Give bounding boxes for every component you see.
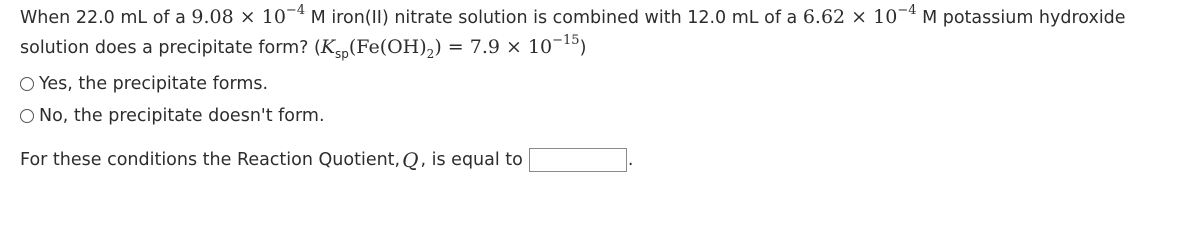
- ksp-exponent: −15: [552, 32, 580, 48]
- concentration-1-exponent: −4: [285, 2, 306, 18]
- formula-open: (Fe(OH): [348, 36, 427, 58]
- times-symbol: ×: [845, 6, 874, 28]
- question-text: M potassium hydroxide: [916, 8, 1126, 28]
- option-no-label: No, the precipitate doesn't form.: [39, 106, 325, 126]
- concentration-2-exponent: −4: [897, 2, 917, 18]
- concentration-1: [191, 2, 306, 28]
- reaction-quotient-prompt: [20, 148, 633, 172]
- ksp-expression: [320, 32, 580, 61]
- question-text: When 22.0 mL of a: [20, 8, 192, 28]
- times-symbol: ×: [499, 36, 528, 58]
- reaction-quotient-input[interactable]: [529, 148, 627, 172]
- formula-close: ): [434, 36, 442, 58]
- radio-button-no[interactable]: [20, 109, 34, 123]
- power-base: 10: [527, 36, 553, 58]
- option-yes-label: Yes, the precipitate forms.: [39, 74, 269, 94]
- times-symbol: ×: [233, 6, 262, 28]
- option-yes[interactable]: [20, 74, 268, 94]
- option-no[interactable]: [20, 106, 325, 126]
- question-text-line-1: [20, 2, 1126, 30]
- ksp-symbol: K: [320, 36, 336, 58]
- ksp-subscript: sp: [335, 46, 349, 61]
- ksp-mantissa: 7.9: [469, 36, 500, 58]
- equals-symbol: =: [441, 36, 470, 58]
- question-text-line-2: [20, 32, 587, 61]
- prompt-text-after: , is equal to: [420, 150, 523, 170]
- concentration-2-mantissa: 6.62: [802, 6, 846, 28]
- prompt-text: For these conditions the Reaction Quotient,: [20, 150, 401, 170]
- question-text: M iron(II) nitrate solution is combined with 12.0 mL of a: [305, 8, 803, 28]
- question-text: solution does a precipitate form? (: [20, 38, 321, 58]
- power-base: 10: [873, 6, 898, 28]
- power-base: 10: [261, 6, 286, 28]
- period: .: [627, 150, 634, 170]
- formula-subscript: 2: [426, 46, 435, 61]
- close-paren: ): [579, 38, 587, 58]
- radio-button-yes[interactable]: [20, 77, 34, 91]
- q-variable: Q: [402, 148, 419, 172]
- concentration-1-mantissa: 9.08: [191, 6, 234, 28]
- concentration-2: [802, 2, 917, 28]
